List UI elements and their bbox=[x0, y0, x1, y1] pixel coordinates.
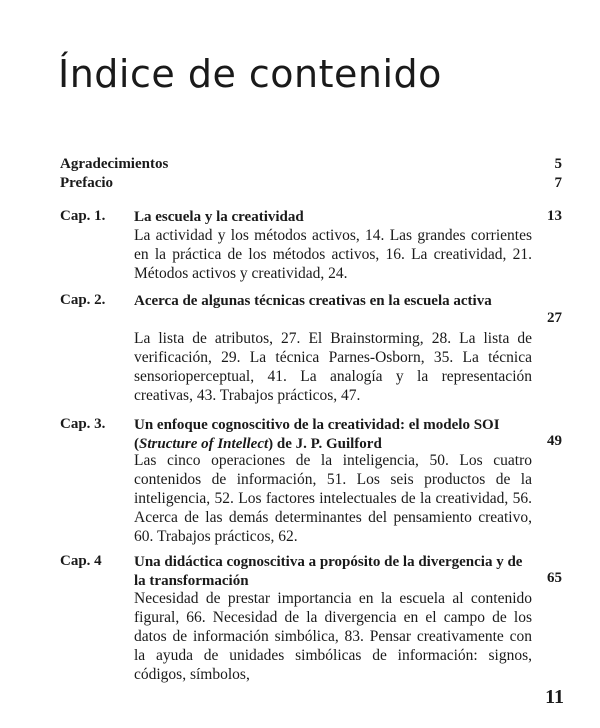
chapter-number: Cap. 2. bbox=[60, 292, 106, 308]
toc-entry-page: 7 bbox=[554, 175, 562, 191]
chapter-title-part: ) de J. P. Guilford bbox=[268, 436, 382, 452]
chapter-contents: Las cinco operaciones de la inteligencia, 50. Los cuatro contenidos de información, 51. Los seis productos de la inteligencia, 52. Los factores intelectuales de la creatividad, 56. Acerca de las demás determinantes del pensamiento creativo, 60. Trabajos prácticos, 62. bbox=[134, 452, 532, 545]
chapter-contents: Necesidad de prestar importancia en la escuela al contenido figural, 66. Necesidad de la divergencia en el campo de los datos de información simbólica, 83. Pensar creativamente con la ayuda de unidades simbólicas de información: signos, códigos, símbolos, bbox=[134, 590, 532, 683]
chapter-title bbox=[134, 416, 532, 454]
chapter-title: Acerca de algunas técnicas creativas en la escuela activa bbox=[134, 293, 492, 309]
chapter-title: Una didáctica cognoscitiva a propósito de la divergencia y de la transformación bbox=[134, 554, 523, 589]
chapter-contents: La lista de atributos, 27. El Brainstorming, 28. La lista de verificación, 29. La técnica Parnes-Osborn, 35. La técnica sensorioperceptual, 41. La analogía y la representación creativas, 43. Trabajos prácticos, 47. bbox=[134, 330, 532, 404]
toc-entry-label: Prefacio bbox=[60, 175, 114, 191]
chapter-page: 65 bbox=[547, 570, 562, 586]
chapter-number: Cap. 1. bbox=[60, 208, 106, 224]
page-number: 11 bbox=[545, 686, 564, 708]
chapter-number: Cap. 4 bbox=[60, 553, 102, 569]
chapter-title-part: Un enfoque cognoscitivo de la creatividad: el modelo SOI ( bbox=[134, 417, 500, 452]
page-title: Índice de contenido bbox=[58, 52, 442, 96]
chapter-title-italic: Structure of Intellect bbox=[139, 436, 269, 452]
toc-entry-page: 5 bbox=[554, 156, 562, 172]
toc-entry-label: Agradecimientos bbox=[60, 156, 169, 172]
chapter-page: 27 bbox=[547, 310, 562, 326]
chapter-page: 49 bbox=[547, 433, 562, 449]
chapter-page: 13 bbox=[547, 208, 562, 224]
chapter-contents: La actividad y los métodos activos, 14. Las grandes corrientes en la práctica de los métodos activos, 16. La creatividad, 21. Métodos activos y creatividad, 24. bbox=[134, 227, 532, 282]
chapter-number: Cap. 3. bbox=[60, 416, 106, 432]
chapter-title: La escuela y la creatividad bbox=[134, 209, 304, 225]
